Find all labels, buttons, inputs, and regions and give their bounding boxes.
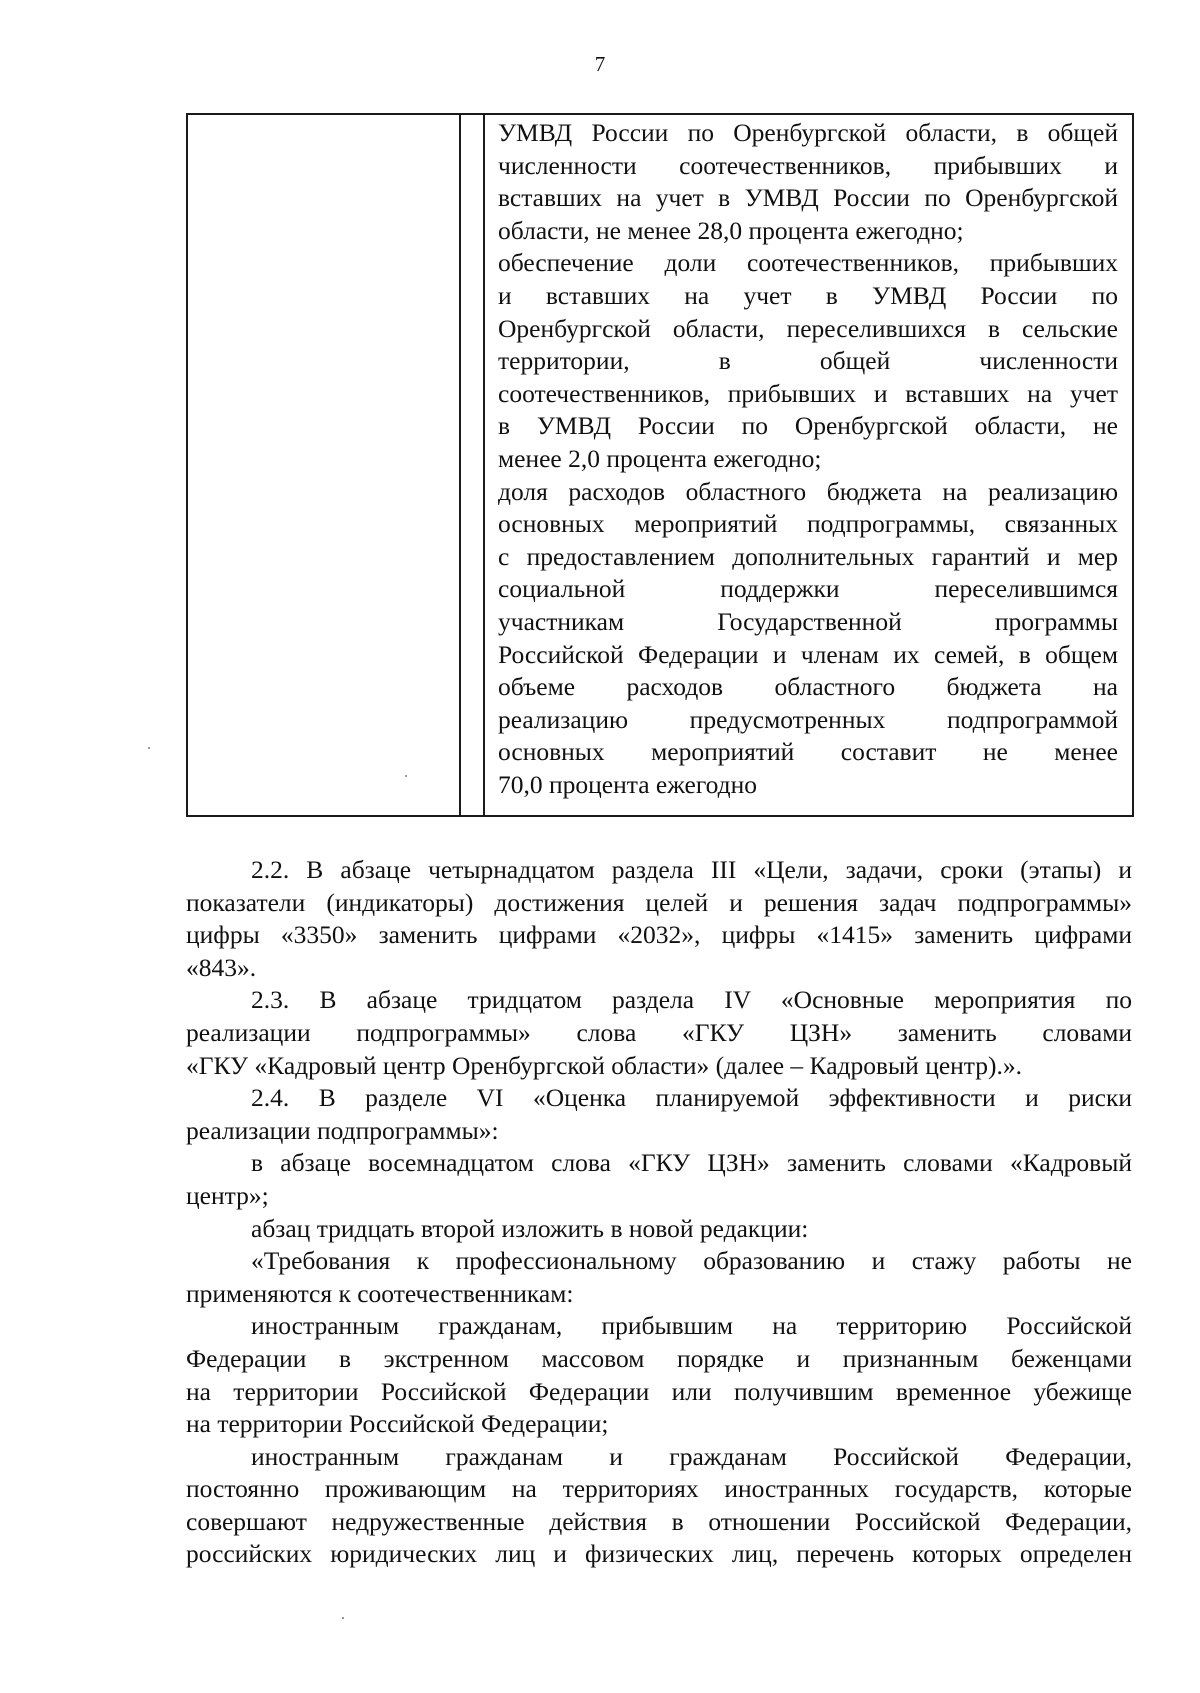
- table-cell-line: доля расходов областного бюджета на реализацию: [498, 476, 1118, 506]
- paragraph-line: 2.2. В абзаце четырнадцатом раздела III «Цели, задачи, сроки (этапы) и: [251, 855, 1132, 884]
- table-cell-line: Оренбургской области, переселившихся в сельские: [498, 313, 1118, 343]
- paragraph-line: реализации подпрограммы»:: [186, 1115, 499, 1145]
- table-cell-line: УМВД России по Оренбургской области, в общей: [498, 118, 1118, 147]
- paragraph-line: иностранным гражданам, прибывшим на территорию Российской: [251, 1311, 1132, 1341]
- paragraph-line: показатели (индикаторы) достижения целей и решения задач подпрограммы»: [186, 887, 1132, 917]
- paragraph-line: «ГКУ «Кадровый центр Оренбургской области» (далее – Кадровый центр).».: [186, 1050, 1022, 1080]
- table-cell-line: области, не менее 28,0 процента ежегодно;: [498, 215, 964, 245]
- table-cell-line: основных мероприятий подпрограммы, связанных: [498, 509, 1118, 539]
- paragraph-line: применяются к соотечественникам:: [186, 1278, 574, 1308]
- table-cell-line: территории, в общей численности: [498, 346, 1118, 376]
- table-cell-line: Российской Федерации и членам их семей, в общем: [498, 639, 1118, 669]
- table-cell-line: участникам Государственной программы: [498, 606, 1118, 636]
- paragraph-line: 2.3. В абзаце тридцатом раздела IV «Основные мероприятия по: [251, 985, 1132, 1015]
- table-cell-line: соотечественников, прибывших и вставших на учет: [498, 378, 1118, 408]
- table-column-label: [188, 115, 461, 815]
- table-cell-line: и вставших на учет в УМВД России по: [498, 280, 1118, 310]
- paragraph-line: иностранным гражданам и гражданам Российской Федерации,: [251, 1441, 1132, 1471]
- paragraph-line: в абзаце восемнадцатом слова «ГКУ ЦЗН» заменить словами «Кадровый: [251, 1148, 1132, 1178]
- paragraph-line: «Требования к профессиональному образованию и стажу работы не: [251, 1246, 1132, 1276]
- table-cell-line: социальной поддержки переселившимся: [498, 574, 1118, 604]
- paragraph-line: Федерации в экстренном массовом порядке и признанным беженцами: [186, 1343, 1132, 1373]
- table-cell-line: вставших на учет в УМВД России по Оренбургской: [498, 183, 1118, 213]
- table-cell-line: численности соотечественников, прибывших и: [498, 150, 1118, 180]
- paragraph-line: 2.4. В разделе VI «Оценка планируемой эффективности и риски: [251, 1083, 1132, 1113]
- table-cell-line: 70,0 процента ежегодно: [498, 769, 758, 799]
- paragraph-line: центр»;: [186, 1180, 269, 1210]
- paragraph-line: абзац тридцать второй изложить в новой редакции:: [251, 1213, 809, 1243]
- paragraph-line: на территории Российской Федерации или получившим временное убежище: [186, 1376, 1132, 1406]
- page-number: 7: [594, 52, 606, 76]
- paragraph-line: реализации подпрограммы» слова «ГКУ ЦЗН» заменить словами: [186, 1017, 1132, 1047]
- scan-speck: [405, 775, 407, 777]
- table-cell-line: реализацию предусмотренных подпрограммой: [498, 704, 1118, 734]
- table-cell-line: основных мероприятий составит не менее: [498, 737, 1118, 767]
- table-cell-line: объеме расходов областного бюджета на: [498, 672, 1118, 702]
- paragraph-line: постоянно проживающим на территориях иностранных государств, которые: [186, 1474, 1132, 1504]
- table-column-separator: [461, 115, 485, 815]
- scan-speck: [148, 747, 150, 749]
- scan-speck: [342, 1617, 344, 1619]
- paragraph-line: цифры «3350» заменить цифрами «2032», цифры «1415» заменить цифрами: [186, 920, 1132, 950]
- paragraph-line: российских юридических лиц и физических лиц, перечень которых определен: [186, 1539, 1132, 1569]
- document-body: [186, 854, 1132, 1571]
- table-cell-indicators: [498, 117, 1118, 801]
- table-cell-line: с предоставлением дополнительных гарантий и мер: [498, 541, 1118, 571]
- table-cell-line: менее 2,0 процента ежегодно;: [498, 443, 822, 473]
- paragraph-line: на территории Российской Федерации;: [186, 1409, 609, 1439]
- table-cell-line: обеспечение доли соотечественников, прибывших: [498, 248, 1118, 278]
- indicators-table: [186, 113, 1134, 817]
- paragraph-line: «843».: [186, 952, 257, 982]
- table-cell-line: в УМВД России по Оренбургской области, не: [498, 411, 1118, 441]
- paragraph-line: совершают недружественные действия в отношении Российской Федерации,: [186, 1506, 1132, 1536]
